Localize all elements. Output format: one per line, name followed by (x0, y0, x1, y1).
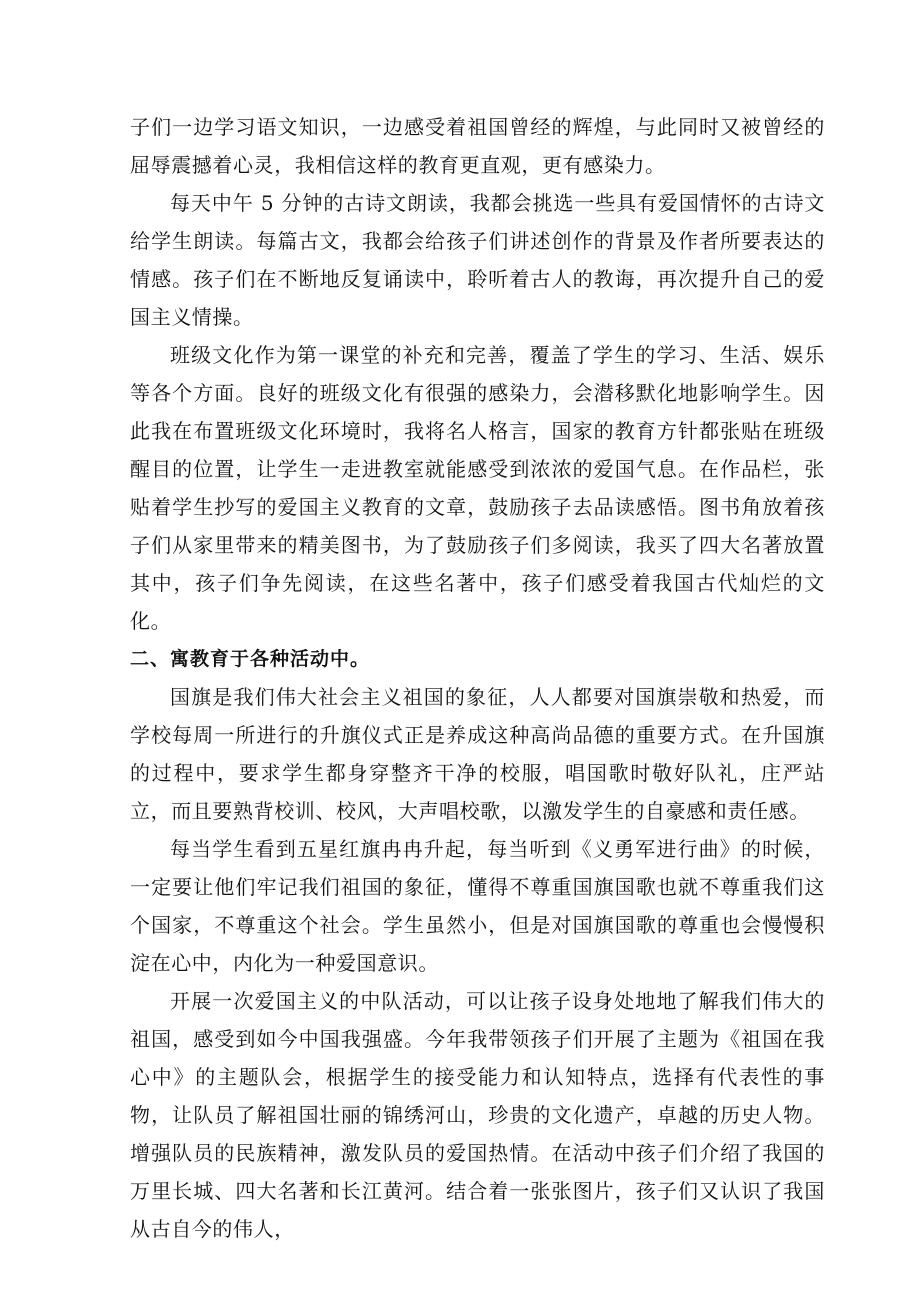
paragraph-flag-ceremony: 国旗是我们伟大社会主义祖国的象征，人人都要对国旗崇敬和热爱，而学校每周一所进行的升旗仪式正是养成这种高尚品德的重要方式。在升国旗的过程中，要求学生都身穿整齐干净的校服，唱国歌时敬好队礼，庄严站立，而且要熟背校训、校风，大声唱校歌，以激发学生的自豪感和责任感。 (130, 685, 825, 823)
paragraph-squad-activity: 开展一次爱国主义的中队活动，可以让孩子设身处地地了解我们伟大的祖国，感受到如今中国我强盛。今年我带领孩子们开展了主题为《祖国在我心中》的主题队会，根据学生的接受能力和认知特点，选择有代表性的事物，让队员了解祖国壮丽的锦绣河山，珍贵的文化遗产，卓越的历史人物。增强队员的民族精神，激发队员的爱国热情。在活动中孩子们介绍了我国的万里长城、四大名著和长江黄河。结合着一张张图片，孩子们又认识了我国从古自今的伟人， (130, 989, 825, 1241)
paragraph-continued: 子们一边学习语文知识，一边感受着祖国曾经的辉煌，与此同时又被曾经的屈辱震撼着心灵，我相信这样的教育更直观，更有感染力。 (130, 115, 825, 177)
document-body (130, 108, 825, 1248)
paragraph-poetry-reading: 每天中午 5 分钟的古诗文朗读，我都会挑选一些具有爱国情怀的古诗文给学生朗读。每篇古文，我都会给孩子们讲述创作的背景及作者所要表达的情感。孩子们在不断地反复诵读中，聆听着古人的教诲，再次提升自己的爱国主义情操。 (130, 191, 825, 329)
section-heading: 二、寓教育于各种活动中。 (130, 648, 371, 670)
paragraph-class-culture: 班级文化作为第一课堂的补充和完善，覆盖了学生的学习、生活、娱乐等各个方面。良好的班级文化有很强的感染力，会潜移默化地影响学生。因此我在布置班级文化环境时，我将名人格言，国家的教育方针都张贴在班级醒目的位置，让学生一走进教室就能感受到浓浓的爱国气息。在作品栏，张贴着学生抄写的爱国主义教育的文章，鼓励孩子去品读感悟。图书角放着孩子们从家里带来的精美图书，为了鼓励孩子们多阅读，我买了四大名著放置其中，孩子们争先阅读，在这些名著中，孩子们感受着我国古代灿烂的文化。 (130, 343, 825, 633)
paragraph-national-anthem: 每当学生看到五星红旗冉冉升起，每当听到《义勇军进行曲》的时候，一定要让他们牢记我们祖国的象征，懂得不尊重国旗国歌也就不尊重我们这个国家，不尊重这个社会。学生虽然小，但是对国旗国歌的尊重也会慢慢积淀在心中，内化为一种爱国意识。 (130, 837, 825, 975)
